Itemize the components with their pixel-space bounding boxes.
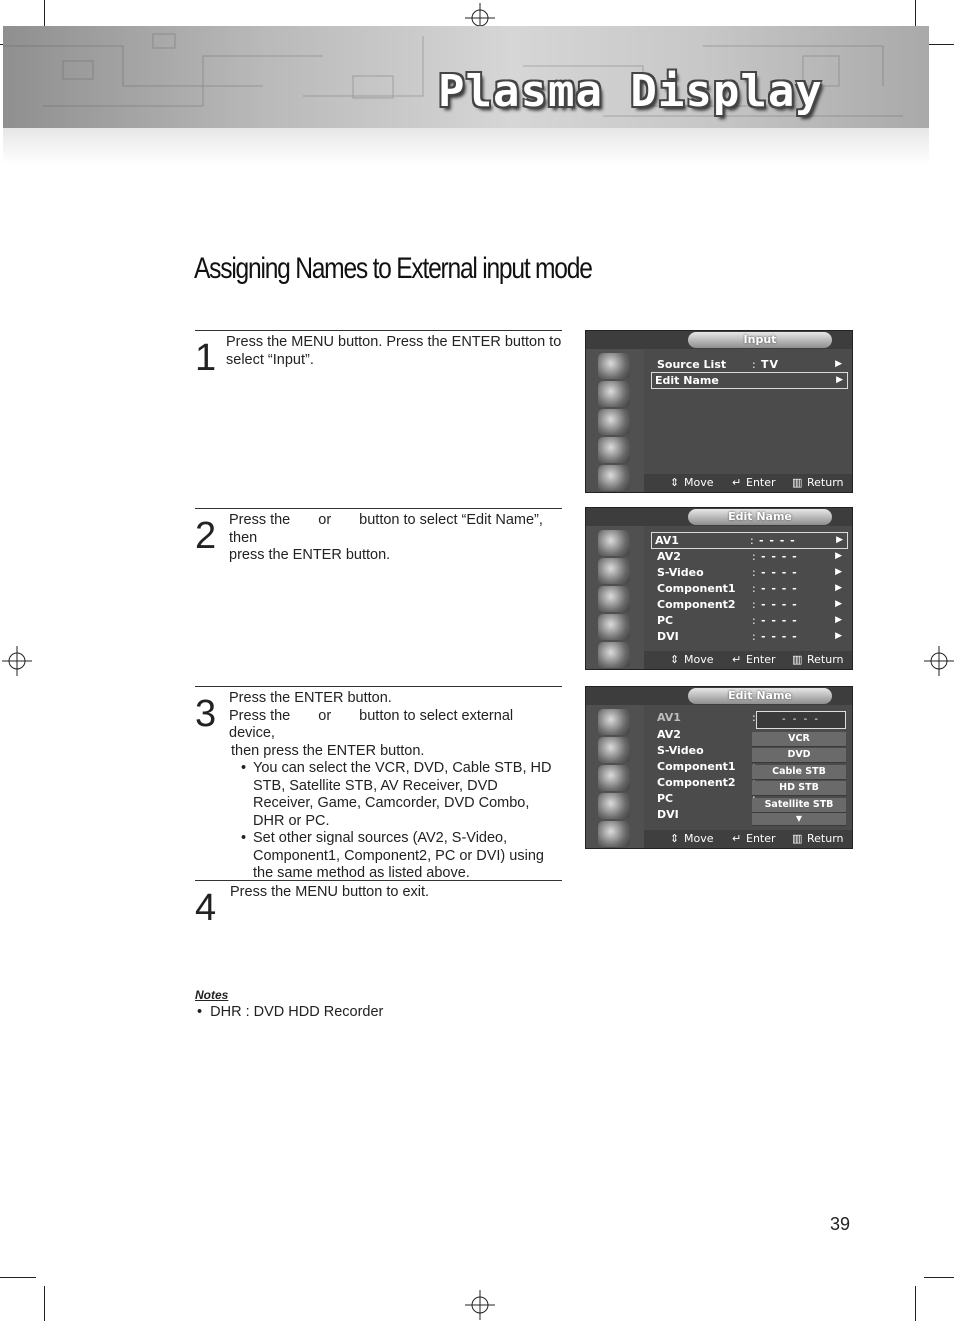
channel-menu-icon[interactable]: [598, 437, 630, 463]
step-line: select “Input”.: [226, 351, 314, 368]
sound-menu-icon[interactable]: [598, 409, 630, 435]
osd-row-colon: :: [752, 566, 756, 579]
osd-row-colon: :: [750, 534, 754, 547]
bullet-item: • You can select the VCR, DVD, Cable STB, HD STB, Satellite STB, AV Receiver, DVD Receiver, Game, Camcorder, DVD Combo, DHR or PC.: [241, 760, 559, 830]
osd-row-s-video[interactable]: [654, 565, 846, 580]
osd-row-source-list[interactable]: [654, 357, 846, 372]
osd-row-label: AV1: [657, 711, 681, 724]
osd-help-bar: [644, 651, 853, 669]
page-number: 39: [830, 1214, 851, 1234]
step-text-part: or: [318, 512, 332, 528]
dropdown-option-cable-stb[interactable]: Cable STB: [752, 765, 846, 780]
enter-icon: ↵: [732, 653, 742, 666]
osd-row-edit-name[interactable]: [651, 372, 848, 389]
step-number: 4: [195, 887, 217, 929]
registration-mark-icon: [924, 646, 954, 676]
osd-row-colon: :: [752, 550, 756, 563]
step-number: 3: [195, 693, 217, 735]
step-line: then press the ENTER button.: [231, 742, 425, 759]
step-text-part: Press the: [229, 512, 291, 528]
step-text-part: or: [318, 707, 332, 724]
osd-row-label: Component1: [657, 760, 736, 773]
osd-row-colon: :: [752, 582, 756, 595]
osd-row-value: - - - -: [761, 566, 798, 579]
osd-row-value: TV: [761, 358, 780, 371]
right-arrow-icon: ▶: [835, 615, 842, 625]
right-arrow-icon: ▶: [835, 631, 842, 641]
picture-menu-icon[interactable]: [598, 381, 630, 407]
right-arrow-icon: ▶: [836, 375, 843, 385]
osd-row-value: - - - -: [761, 630, 798, 643]
crop-mark: [0, 1277, 36, 1278]
osd-row-value: - - - -: [761, 598, 798, 611]
osd-row-colon: :: [752, 358, 756, 371]
dropdown-option-satellite-stb[interactable]: Satellite STB: [752, 798, 846, 813]
header-banner: [3, 26, 929, 128]
osd-row-label: S-Video: [657, 744, 704, 757]
osd-move-label: Move: [684, 476, 714, 489]
osd-return-label: Return: [807, 832, 844, 845]
step-number: 2: [195, 515, 217, 557]
bullet-icon: •: [197, 1004, 211, 1020]
setup-menu-icon[interactable]: [598, 642, 630, 668]
osd-row-label: DVI: [657, 630, 679, 643]
osd-row-label: AV1: [655, 534, 679, 547]
menu-icon: ▥: [792, 832, 803, 845]
osd-row-label: Edit Name: [655, 374, 719, 387]
osd-enter-label: Enter: [746, 653, 776, 666]
right-arrow-icon: ▶: [835, 551, 842, 561]
osd-return-label: Return: [807, 476, 844, 489]
step-text-part: Press the: [229, 707, 291, 724]
input-menu-icon[interactable]: [598, 530, 630, 556]
setup-menu-icon[interactable]: [598, 465, 630, 491]
osd-edit-name-menu: [585, 507, 853, 670]
crop-mark: [44, 1286, 45, 1321]
channel-menu-icon[interactable]: [598, 793, 630, 819]
step-4: [195, 880, 562, 961]
move-icon: ⇕: [670, 832, 680, 845]
enter-icon: ↵: [732, 832, 742, 845]
osd-move-label: Move: [684, 832, 714, 845]
osd-sidebar: [586, 705, 644, 849]
enter-icon: ↵: [732, 476, 742, 489]
step-text-part: button to select “Edit Name”, then: [229, 512, 543, 546]
osd-row-value: - - - -: [761, 614, 798, 627]
osd-row-colon: :: [752, 598, 756, 611]
input-menu-icon[interactable]: [598, 709, 630, 735]
osd-row-label: AV2: [657, 550, 681, 563]
osd-row-av1[interactable]: [651, 532, 848, 549]
dropdown-option-vcr[interactable]: VCR: [752, 732, 846, 747]
right-arrow-icon: ▶: [835, 583, 842, 593]
notes-item: DHR : DVD HDD Recorder: [210, 1004, 384, 1020]
osd-row-value: - - - -: [761, 550, 798, 563]
osd-sidebar: [586, 526, 644, 670]
banner-title: Plasma Display: [438, 66, 823, 117]
bullet-list: [229, 760, 559, 883]
step-text: [226, 334, 561, 369]
step-line: press the ENTER button.: [229, 547, 391, 563]
step-number: 1: [195, 337, 217, 379]
sound-menu-icon[interactable]: [598, 765, 630, 791]
osd-row-dvi[interactable]: [654, 629, 846, 644]
right-arrow-icon: ▶: [835, 567, 842, 577]
move-icon: ⇕: [670, 653, 680, 666]
osd-row-label: Component2: [657, 776, 736, 789]
dropdown-option-dvd[interactable]: DVD: [752, 748, 846, 763]
move-icon: ⇕: [670, 476, 680, 489]
osd-help-bar: [644, 474, 853, 492]
step-2: [195, 508, 562, 679]
osd-enter-label: Enter: [746, 476, 776, 489]
picture-menu-icon[interactable]: [598, 558, 630, 584]
banner-shadow: [3, 128, 929, 164]
osd-enter-label: Enter: [746, 832, 776, 845]
osd-row-value: - - - -: [761, 582, 798, 595]
registration-mark-icon: [2, 646, 32, 676]
osd-row-component1[interactable]: [654, 581, 846, 596]
osd-edit-name-dropdown: [585, 686, 853, 849]
osd-input-menu: [585, 330, 853, 493]
right-arrow-icon: ▶: [836, 535, 843, 545]
osd-row-value: - - - -: [759, 534, 796, 547]
osd-row-label: DVI: [657, 808, 679, 821]
osd-menu-list: [644, 349, 853, 476]
bullet-item: • Set other signal sources (AV2, S-Video, Component1, Component2, PC or DVI) using the same method as listed above.: [241, 830, 559, 883]
osd-row-label: AV2: [657, 728, 681, 741]
osd-row-colon: :: [752, 711, 756, 724]
crop-mark: [915, 1286, 916, 1321]
osd-menu-list: [644, 526, 853, 653]
step-3: [195, 686, 562, 881]
sound-menu-icon[interactable]: [598, 586, 630, 612]
osd-row-label: Component2: [657, 598, 736, 611]
registration-mark-icon: [465, 1290, 495, 1320]
page-title: Assigning Names to External input mode: [194, 252, 592, 285]
step-line: Press the MENU button. Press the ENTER button to: [226, 334, 562, 350]
osd-row-colon: :: [752, 614, 756, 627]
step-text: [230, 884, 429, 902]
osd-title: Edit Name: [688, 509, 832, 525]
osd-return-label: Return: [807, 653, 844, 666]
osd-row-label: Source List: [657, 358, 727, 371]
step-text-part: button to select external device,: [229, 707, 514, 741]
step-line: Press the MENU button to exit.: [230, 884, 430, 900]
setup-menu-icon[interactable]: [598, 821, 630, 847]
right-arrow-icon: ▶: [835, 599, 842, 609]
step-line: Press the ENTER button.: [229, 690, 392, 706]
notes-heading: Notes: [195, 988, 229, 1002]
name-dropdown-input[interactable]: - - - -: [756, 711, 846, 729]
osd-title: Edit Name: [688, 688, 832, 704]
step-text: [229, 512, 562, 565]
notes-text: [197, 1004, 383, 1020]
osd-row-label: PC: [657, 614, 674, 627]
crop-mark: [924, 1277, 954, 1278]
osd-row-label: Component1: [657, 582, 736, 595]
dropdown-scroll-down-icon[interactable]: ▼: [752, 813, 846, 826]
picture-menu-icon[interactable]: [598, 737, 630, 763]
osd-title: Input: [688, 332, 832, 348]
osd-row-label: PC: [657, 792, 674, 805]
osd-row-pc[interactable]: [654, 613, 846, 628]
osd-sidebar: [586, 349, 644, 493]
menu-icon: ▥: [792, 476, 803, 489]
dropdown-option-hd-stb[interactable]: HD STB: [752, 781, 846, 796]
osd-row-colon: :: [752, 630, 756, 643]
right-arrow-icon: ▶: [835, 359, 842, 369]
osd-row-av2[interactable]: [654, 549, 846, 564]
menu-icon: ▥: [792, 653, 803, 666]
step-1: [195, 330, 562, 501]
input-menu-icon[interactable]: [598, 353, 630, 379]
channel-menu-icon[interactable]: [598, 614, 630, 640]
osd-row-component2[interactable]: [654, 597, 846, 612]
step-text: [229, 690, 559, 883]
osd-move-label: Move: [684, 653, 714, 666]
osd-row-label: S-Video: [657, 566, 704, 579]
osd-help-bar: [644, 830, 853, 848]
